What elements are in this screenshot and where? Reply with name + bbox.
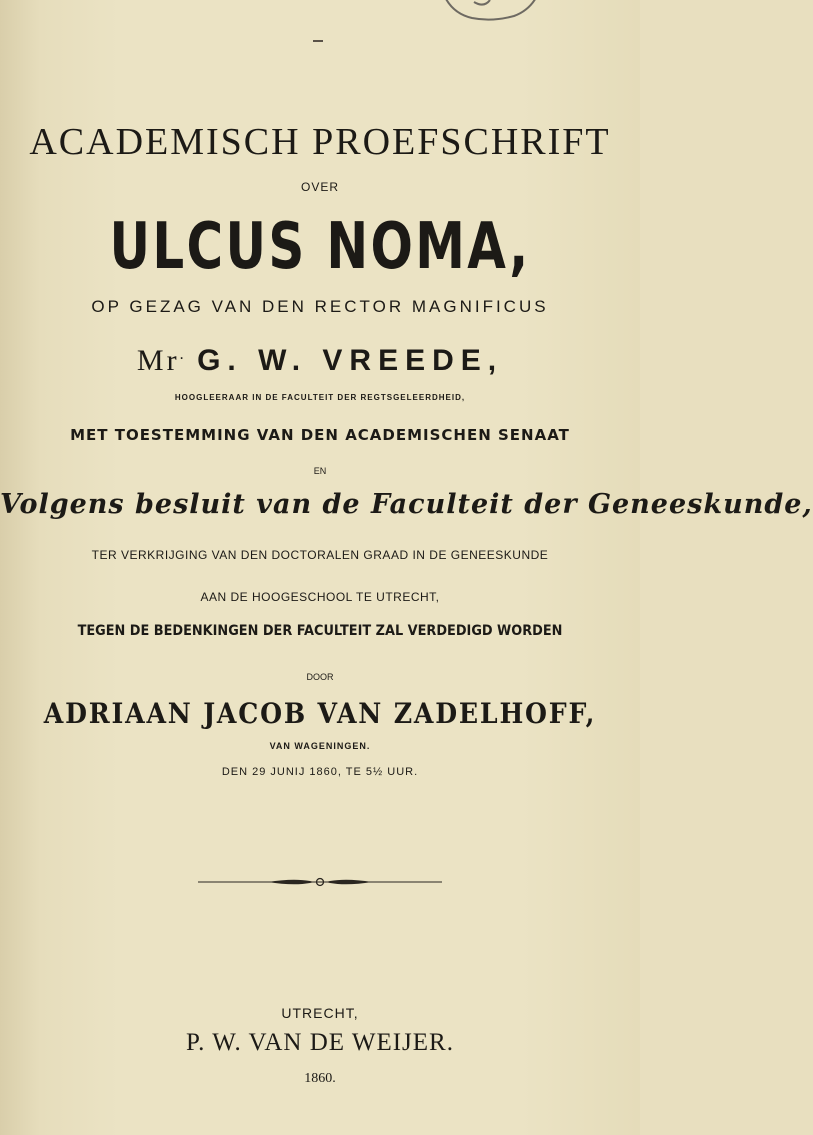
rector-name: G. W. VREEDE, (197, 344, 504, 377)
rector-title: HOOGLEERAAR IN DE FACULTEIT DER REGTSGELEERDHEID, (174, 393, 466, 402)
conjunction-en: EN (313, 466, 327, 476)
ornament-divider-icon (198, 876, 442, 888)
rector-prefix: Mr. (136, 344, 187, 377)
defense-date: DEN 29 JUNIJ 1860, TE 5½ UUR. (221, 766, 419, 778)
defense-line: TEGEN DE BEDENKINGEN DER FACULTEIT ZAL VERDEDIGD WORDEN (77, 623, 563, 639)
author-name: ADRIAAN JACOB VAN ZADELHOFF, (43, 697, 597, 730)
approval-line: MET TOESTEMMING VAN DEN ACADEMISCHEN SENAAT (70, 426, 570, 444)
over-label: OVER (300, 180, 339, 194)
mark-dash (313, 40, 323, 42)
rector-line: OP GEZAG VAN DEN RECTOR MAGNIFICUS (91, 297, 549, 316)
university-line: AAN DE HOOGESCHOOL TE UTRECHT, (200, 590, 440, 604)
imprint-year: 1860. (304, 1071, 336, 1086)
rector-name-line (0, 344, 640, 378)
subject-title: ULCUS NOMA, (109, 210, 531, 284)
page-title: ACADEMISCH PROEFSCHRIFT (29, 121, 611, 163)
imprint-city: UTRECHT, (281, 1005, 359, 1021)
purpose-line: TER VERKRIJGING VAN DEN DOCTORALEN GRAAD IN DE GENEESKUNDE (91, 548, 549, 562)
door-label: DOOR (306, 672, 334, 682)
imprint-publisher: P. W. VAN DE WEIJER. (186, 1029, 454, 1056)
author-origin: VAN WAGENINGEN. (269, 741, 371, 751)
faculty-decision: Volgens besluit van de Faculteit der Geneeskunde, (0, 489, 813, 520)
stamp-mark-icon (432, 0, 552, 28)
